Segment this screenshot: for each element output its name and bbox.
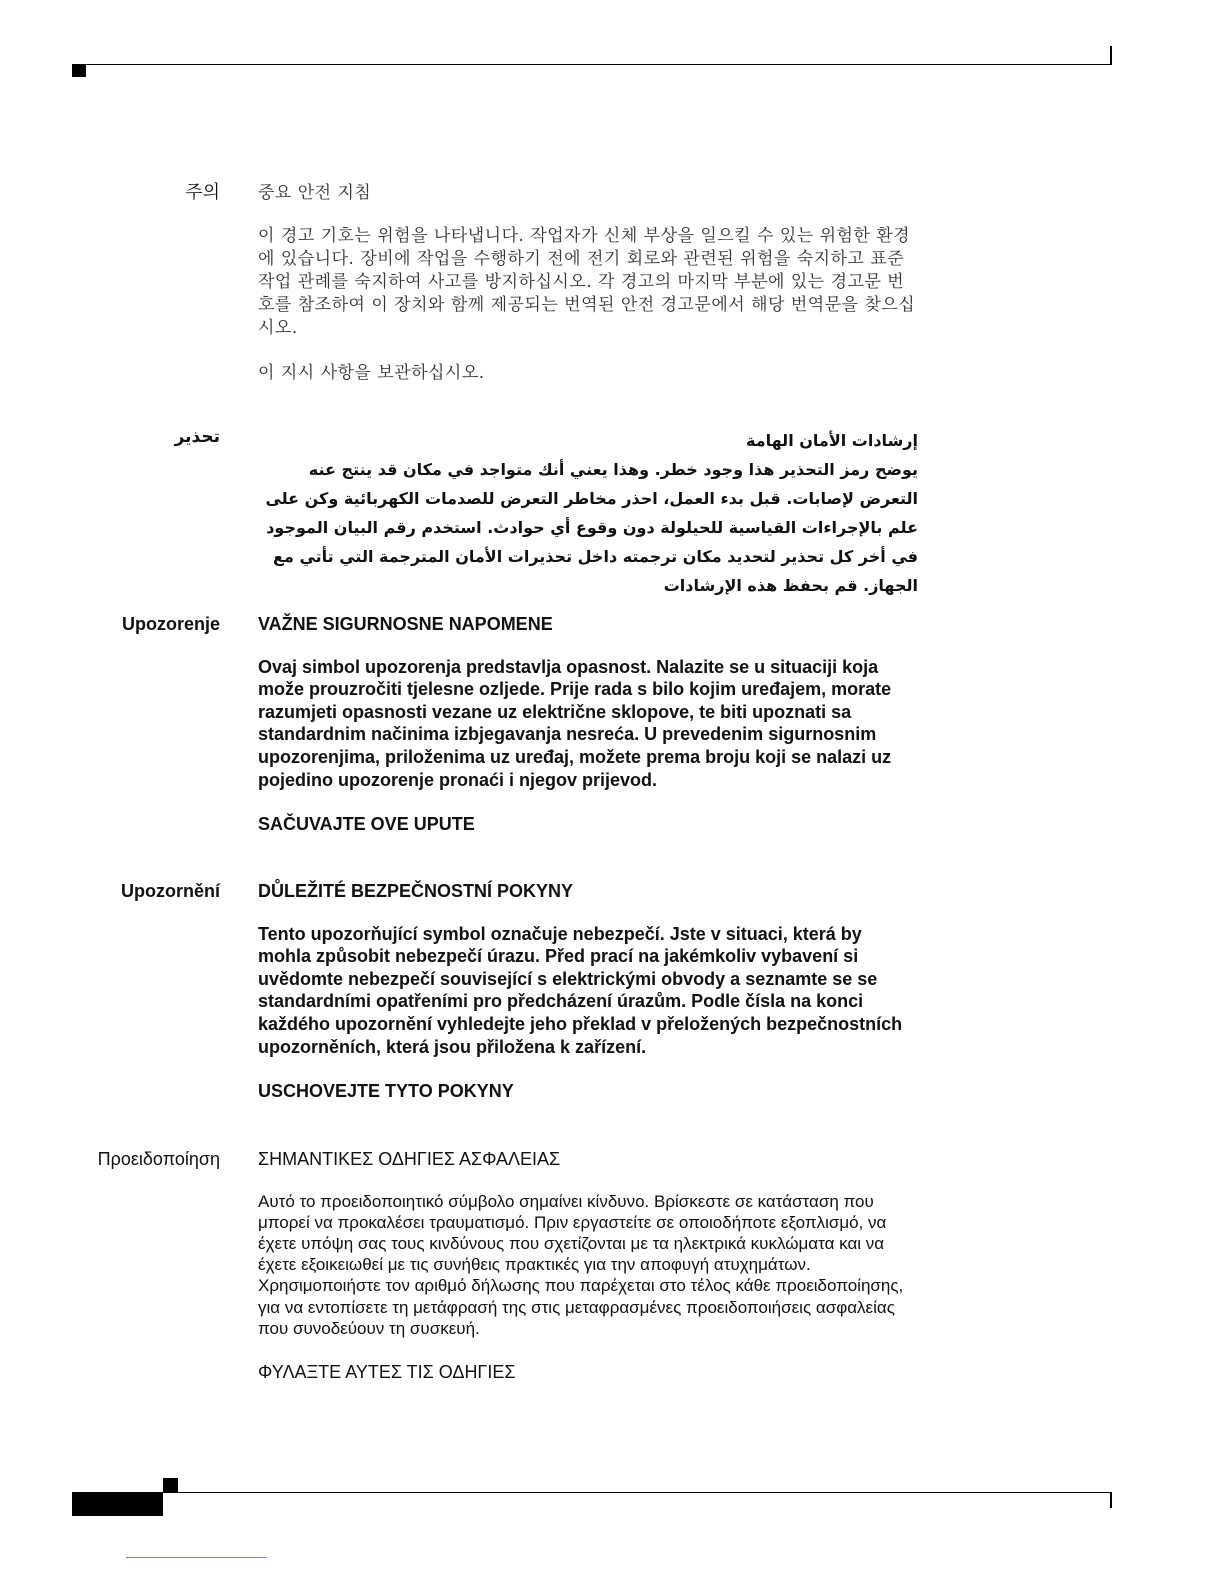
footer-page-tab [72, 1493, 163, 1516]
warning-content [258, 880, 918, 1103]
warning-label: Προειδοποίηση [97, 1149, 220, 1169]
warning-label: 주의 [185, 182, 220, 203]
warning-title: ΣΗΜΑΝΤΙΚΕΣ ΟΔΗΓΙΕΣ ΑΣΦΑΛΕΙΑΣ [258, 1149, 561, 1169]
warning-title: 중요 안전 지침 [258, 183, 372, 203]
warning-title: إرشادات الأمان الهامة [746, 431, 918, 450]
warning-title: DŮLEŽITÉ BEZPEČNOSTNÍ POKYNY [258, 881, 574, 901]
footer-rule [72, 1492, 1112, 1493]
warning-content [258, 426, 918, 600]
warning-footer: USCHOVEJTE TYTO POKYNY [258, 1081, 514, 1102]
footer-link-underline [126, 1557, 267, 1558]
header-rule [72, 64, 1112, 65]
warning-content [258, 613, 918, 836]
warning-body: Ovaj simbol upozorenja predstavlja opasnost. Nalazite se u situaciji koja može prouzročiti tjelesne ozljede. Prije rada s bilo kojim uređajem, morate razumjeti opasnosti vezane uz električne sklopove, te biti upoznati sa standardnim načinima izbjegavanja nesreća. U prevedenim sigurnosnim upozorenjima, priloženima uz uređaj, možete prema broju koji se nalazi uz pojedino upozorenje pronaći i njegov prijevod. [258, 656, 892, 790]
warning-body: 이 경고 기호는 위험을 나타냅니다. 작업자가 신체 부상을 일으킬 수 있는 위험한 환경에 있습니다. 장비에 작업을 수행하기 전에 전기 회로와 관련된 위험을 숙지하고 표준 작업 관례를 숙지하여 사고를 방지하십시오. 각 경고의 마지막 부분에 있는 경고문 번호를 참조하여 이 장치와 함께 제공되는 번역된 안전 경고문에서 해당 번역문을 찾으십시오. [258, 226, 916, 338]
warning-footer: ΦΥΛΑΞΤΕ ΑΥΤΕΣ ΤΙΣ ΟΔΗΓΙΕΣ [258, 1362, 516, 1383]
warning-content [258, 182, 918, 385]
warning-footer: 이 지시 사항을 보관하십시오. [258, 363, 485, 383]
footer-tick [1110, 1493, 1112, 1508]
warning-footer: SAČUVAJTE OVE UPUTE [258, 814, 475, 835]
footer-marker [163, 1478, 178, 1492]
warning-title: VAŽNE SIGURNOSNE NAPOMENE [258, 614, 553, 634]
warning-content [258, 1148, 918, 1384]
warning-body: Tento upozorňující symbol označuje nebezpečí. Jste v situaci, která by mohla způsobit nebezpečí úrazu. Před prací na jakémkoliv vybavení si uvědomte nebezpečí související s elektrickými obvody a seznamte se se standardními opatřeními pro předcházení úrazům. Podle čísla na konci každého upozornění vyhledejte jeho překlad v přeložených bezpečnostních upozorněních, která jsou přiložena k zařízení. [258, 923, 903, 1057]
warning-label: تحذير [174, 427, 220, 447]
warning-label: Upozornění [121, 881, 220, 901]
warning-body: Αυτό το προειδοποιητικό σύμβολο σημαίνει κίνδυνο. Βρίσκεστε σε κατάσταση που μπορεί να προκαλέσει τραυματισμό. Πριν εργαστείτε σε οποιοδήποτε εξοπλισμό, να έχετε υπόψη σας τους κινδύνους που σχετίζονται με τα ηλεκτρικά κυκλώματα και να έχετε εξοικειωθεί με τις συνήθεις πρακτικές για την αποφυγή ατυχημάτων. Χρησιμοποιήστε τον αριθμό δήλωσης που παρέχεται στο τέλος κάθε προειδοποίησης, για να εντοπίσετε τη μετάφρασή της στις μεταφρασμένες προειδοποιήσεις ασφαλείας που συνοδεύουν τη συσκευή. [258, 1191, 904, 1338]
header-tick [1110, 46, 1112, 65]
warning-body: يوضح رمز التحذير هذا وجود خطر. وهذا يعني أنك متواجد في مكان قد ينتج عنه التعرض لإصابات. قبل بدء العمل، احذر مخاطر التعرض للصدمات الكهربائية وكن على علم بالإجراءات القياسية للحيلولة دون وقوع أي حوادث. استخدم رقم البيان الموجود في أخر كل تحذير لتحديد مكان ترجمته داخل تحذيرات الأمان المترجمة التي تأتي مع الجهاز. قم بحفظ هذه الإرشادات [265, 460, 918, 595]
header-marker [72, 65, 86, 77]
warning-label: Upozorenje [121, 614, 220, 634]
